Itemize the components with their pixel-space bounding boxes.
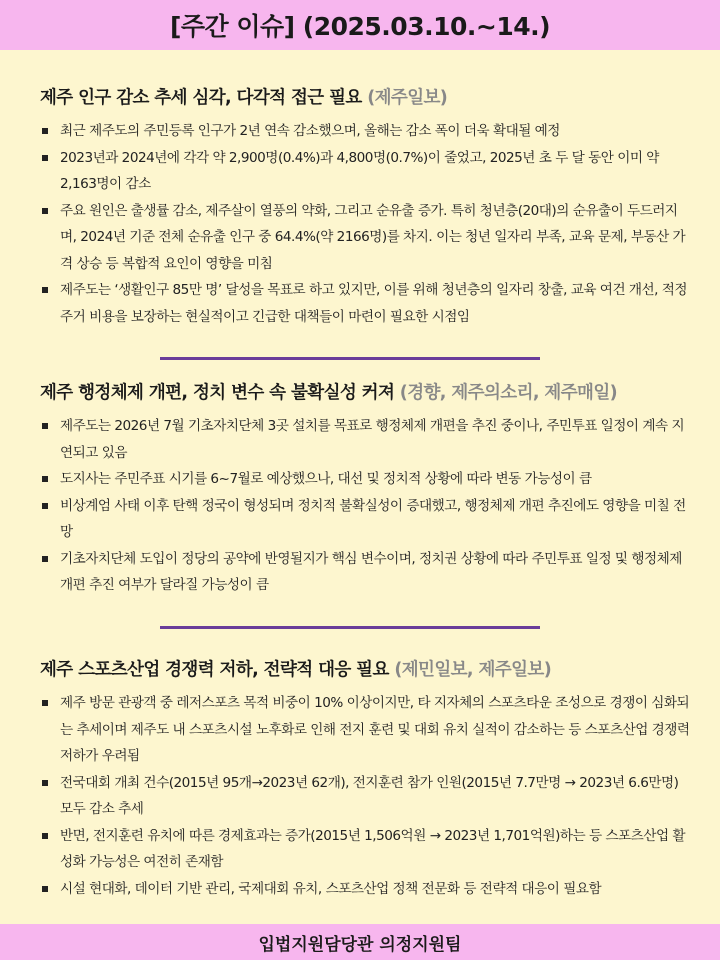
- bullet-icon: [42, 476, 48, 482]
- bullet-icon: [42, 700, 48, 706]
- bullet-icon: [42, 556, 48, 562]
- list-item: 2023년과 2024년에 각각 약 2,900명(0.4%)과 4,800명(0.7%)이 줄었고, 2025년 초 두 달 동안 이미 약 2,163명이 감소: [40, 145, 690, 198]
- section-divider: [160, 357, 540, 360]
- footer-text: 입법지원담당관 의정지원팀: [258, 934, 462, 955]
- bullet-list: [40, 413, 690, 599]
- bullet-icon: [42, 128, 48, 134]
- issue-section-population: [40, 84, 690, 330]
- list-item: 전국대회 개최 건수(2015년 95개→2023년 62개), 전지훈련 참가 인원(2015년 7.7만명 → 2023년 6.6만명) 모두 감소 추세: [40, 770, 690, 823]
- section-title: 제주 인구 감소 추세 심각, 다각적 접근 필요: [40, 88, 362, 108]
- bullet-list: [40, 690, 690, 902]
- list-item: 반면, 전지훈련 유치에 따른 경제효과는 증가(2015년 1,506억원 → 2023년 1,701억원)하는 등 스포츠산업 활성화 가능성은 여전히 존재함: [40, 823, 690, 876]
- bullet-icon: [42, 503, 48, 509]
- page-title: [주간 이슈] (2025.03.10.~14.): [169, 12, 551, 41]
- list-item: 제주도는 2026년 7월 기초자치단체 3곳 설치를 목표로 행정체제 개편을 추진 중이나, 주민투표 일정이 계속 지연되고 있음: [40, 413, 690, 466]
- section-source: (제주일보): [367, 88, 448, 108]
- section-heading: [40, 379, 690, 404]
- bullet-list: [40, 118, 690, 330]
- list-item: 비상계엄 사태 이후 탄핵 정국이 형성되며 정치적 불확실성이 증대했고, 행정체제 개편 추진에도 영향을 미칠 전망: [40, 493, 690, 546]
- issue-section-administration: [40, 379, 690, 599]
- list-item: 시설 현대화, 데이터 기반 관리, 국제대회 유치, 스포츠산업 정책 전문화 등 전략적 대응이 필요함: [40, 876, 690, 903]
- bullet-icon: [42, 208, 48, 214]
- section-title: 제주 행정체제 개편, 정치 변수 속 불확실성 커져: [40, 383, 395, 403]
- section-heading: [40, 656, 690, 681]
- bullet-icon: [42, 155, 48, 161]
- bullet-icon: [42, 287, 48, 293]
- bullet-icon: [42, 780, 48, 786]
- page-header: [0, 0, 720, 50]
- section-title: 제주 스포츠산업 경쟁력 저하, 전략적 대응 필요: [40, 660, 389, 680]
- list-item: 제주 방문 관광객 중 레저스포츠 목적 비중이 10% 이상이지만, 타 지자체의 스포츠타운 조성으로 경쟁이 심화되는 추세이며 제주도 내 스포츠시설 노후화로 인해 전지 훈련 및 대회 유치 실적이 감소하는 등 스포츠산업 경쟁력 저하가 우려됨: [40, 690, 690, 770]
- bullet-icon: [42, 423, 48, 429]
- page-footer: [0, 924, 720, 960]
- issue-section-sports: [40, 656, 690, 902]
- list-item: 제주도는 ‘생활인구 85만 명’ 달성을 목표로 하고 있지만, 이를 위해 청년층의 일자리 창출, 교육 여건 개선, 적정 주거 비용을 보장하는 현실적이고 긴급한 대책들이 마련이 필요한 시점임: [40, 277, 690, 330]
- list-item: 도지사는 주민주표 시기를 6~7월로 예상했으나, 대선 및 정치적 상황에 따라 변동 가능성이 큼: [40, 466, 690, 493]
- section-heading: [40, 84, 690, 109]
- section-source: (경향, 제주의소리, 제주매일): [399, 383, 618, 403]
- list-item: 기초자치단체 도입이 정당의 공약에 반영될지가 핵심 변수이며, 정치권 상황에 따라 주민투표 일정 및 행정체제 개편 추진 여부가 달라질 가능성이 큼: [40, 546, 690, 599]
- section-divider: [160, 626, 540, 629]
- bullet-icon: [42, 833, 48, 839]
- bullet-icon: [42, 886, 48, 892]
- section-source: (제민일보, 제주일보): [394, 660, 552, 680]
- list-item: 최근 제주도의 주민등록 인구가 2년 연속 감소했으며, 올해는 감소 폭이 더욱 확대될 예정: [40, 118, 690, 145]
- list-item: 주요 원인은 출생률 감소, 제주살이 열풍의 약화, 그리고 순유출 증가. 특히 청년층(20대)의 순유출이 두드러지며, 2024년 기준 전체 순유출 인구 중 64.4%(약 2166명)를 차지. 이는 청년 일자리 부족, 교육 문제, 부동산 가격 상승 등 복합적 요인이 영향을 미침: [40, 198, 690, 278]
